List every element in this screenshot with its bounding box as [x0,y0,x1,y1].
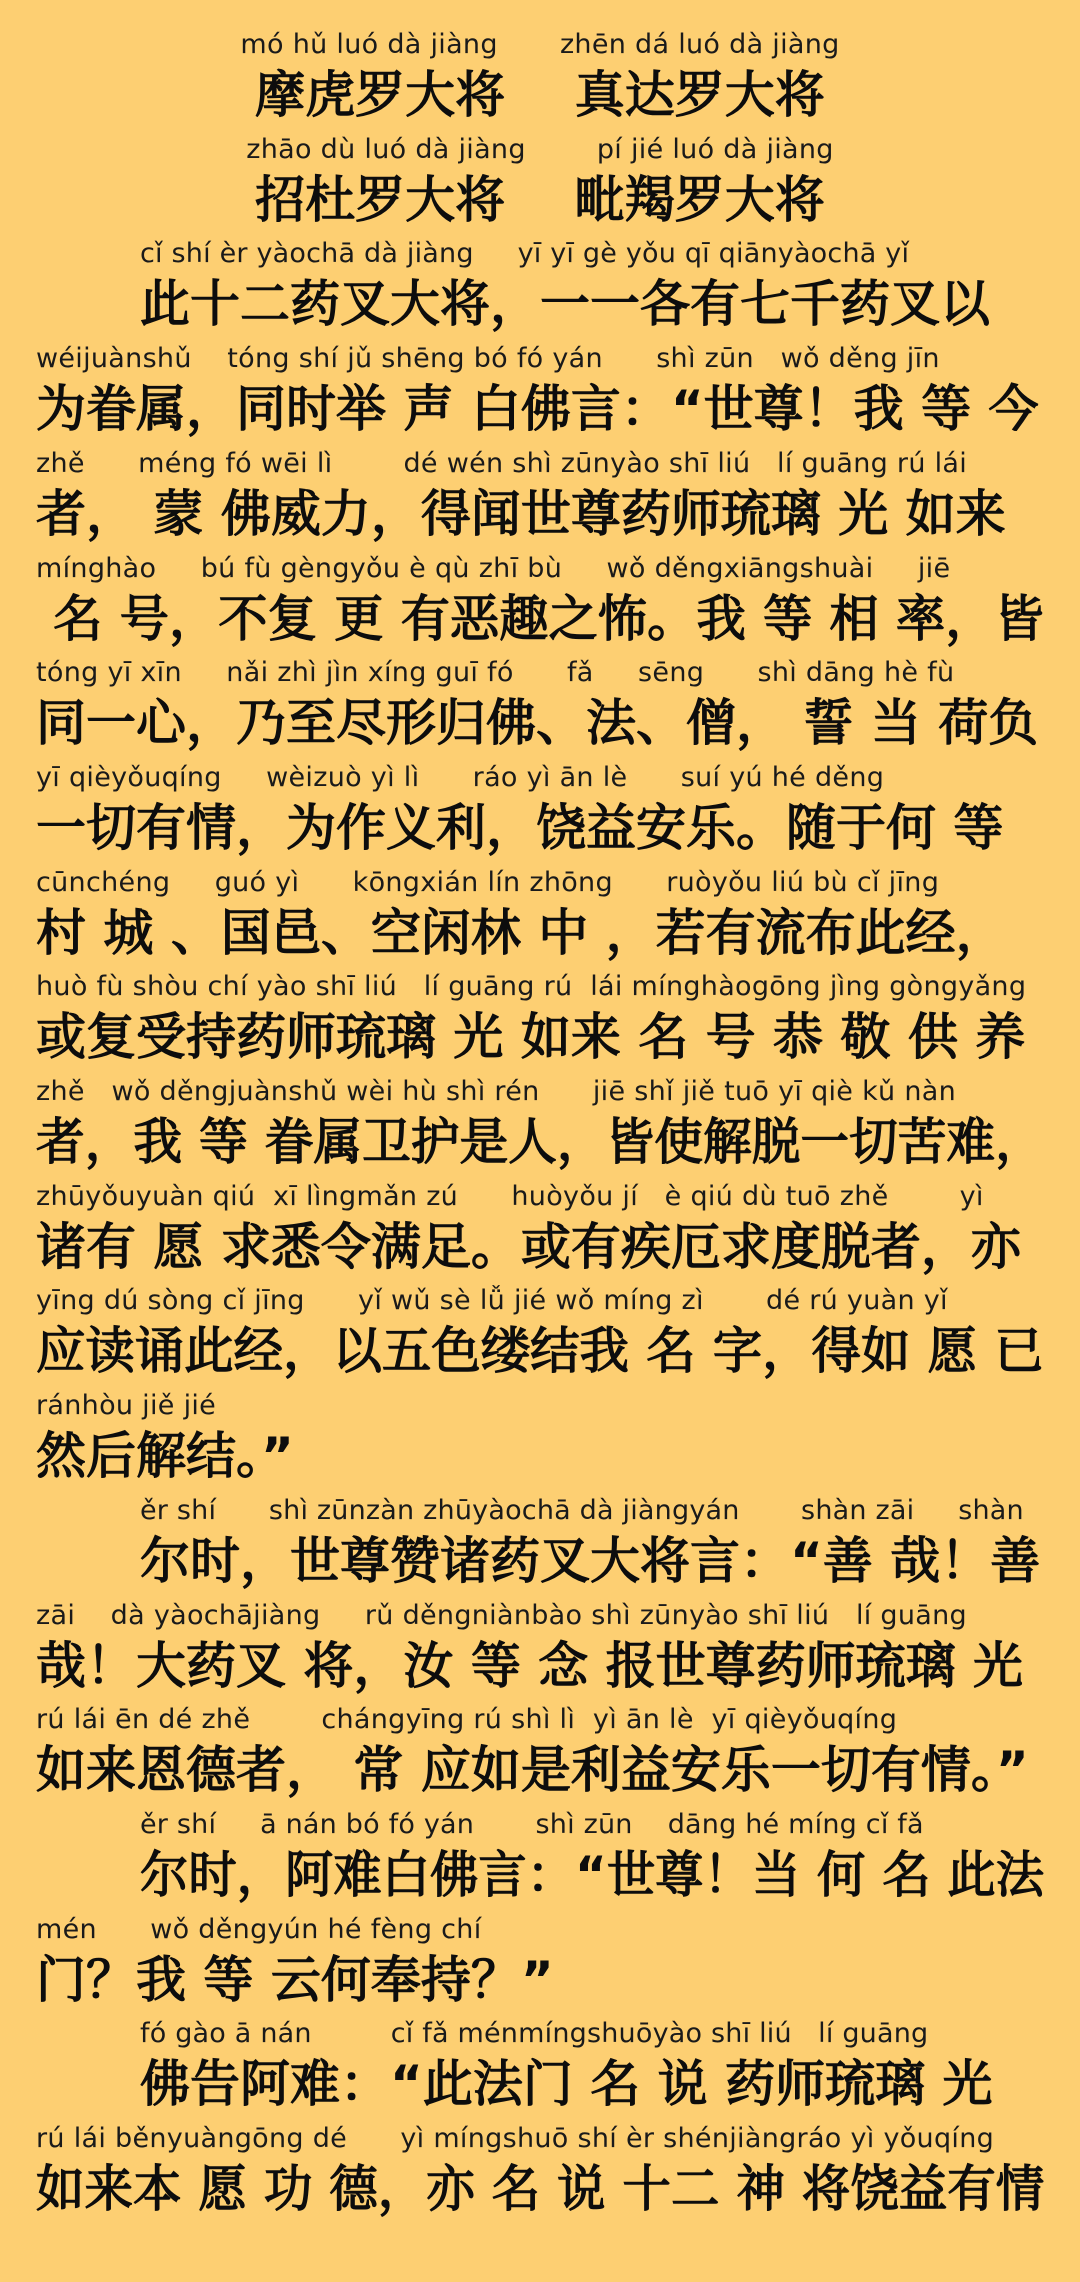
pinyin-line [36,1077,1044,1107]
pinyin-text: zāi dà yàochājiàng rǔ děngniànbào shì zūnyào shī liú lí guāng [36,1599,967,1631]
hanzi-text: 同一心，乃至尽形归佛、法、僧， 誓 当 荷负 [36,694,1039,753]
pinyin-line [36,1915,1044,1945]
pinyin-text: mén wǒ děngyún hé fèng chí [36,1913,482,1945]
hanzi-text: 村 城 、国邑、空闲林 中 ，若有流布此经， [36,903,1006,962]
pinyin-text: rú lái běnyuàngōng dé yì míngshuō shí èr shénjiàngráo yì yǒuqíng [36,2123,995,2154]
pinyin-line [36,1286,1044,1316]
pinyin-text: ránhòu jiě jié [36,1390,217,1422]
hanzi-line [36,1006,1044,1068]
text-line [36,2124,1044,2228]
hanzi-line [36,1739,1044,1801]
hanzi-line [36,378,1044,440]
hanzi-line [36,1216,1044,1278]
pinyin-line [36,1705,1044,1735]
hanzi-text: 者，我 等 眷属卫护是人，皆使解脱一切苦难， [36,1113,1044,1171]
text-line [36,763,1044,867]
pinyin-line [140,239,1044,269]
pinyin-line [36,2124,1044,2154]
text-line [36,554,1044,658]
pinyin-text: zhāo dù luó dà jiàng pí jié luó dà jiàng [246,133,834,165]
hanzi-text: 诸有 愿 求悉令满足。或有疾厄求度脱者，亦 [36,1217,1021,1276]
pinyin-text: huò fù shòu chí yào shī liú lí guāng rú lái mínghàogōng jìng gòngyǎng [36,971,1027,1003]
pinyin-line [36,1391,1044,1421]
pinyin-text: wéijuànshǔ tóng shí jǔ shēng bó fó yán shì zūn wǒ děng jīn [36,343,940,375]
hanzi-line [36,1320,1044,1382]
hanzi-line [140,2053,1044,2115]
pinyin-line [36,972,1044,1002]
hanzi-line [0,169,1080,231]
pinyin-line [140,1496,1044,1526]
text-line [36,1286,1044,1390]
hanzi-line [36,1111,1044,1173]
hanzi-text: 或复受持药师琉璃 光 如来 名 号 恭 敬 供 养 [36,1008,1026,1067]
hanzi-line [0,64,1080,126]
text-line [140,2019,1044,2123]
pinyin-text: rú lái ēn dé zhě chángyīng rú shì lì yì ān lè yī qièyǒuqíng [36,1704,898,1736]
hanzi-text: 为眷属，同时举 声 白佛言：“世尊！我 等 今 [36,380,1039,439]
pinyin-line [36,658,1044,688]
text-line [36,1182,1044,1286]
hanzi-line [140,1844,1044,1906]
pinyin-line [36,554,1044,584]
hanzi-text: 如来恩德者， 常 应如是利益安乐一切有情。” [36,1741,1029,1800]
text-line [36,658,1044,762]
pinyin-text: yīng dú sòng cǐ jīng yǐ wǔ sè lǚ jié wǒ míng zì dé rú yuàn yǐ [36,1285,948,1317]
text-line [140,1496,1044,1600]
text-line [36,1915,1044,2019]
hanzi-text: 招杜罗大将 毗羯罗大将 [255,170,825,229]
hanzi-text: 如来本 愿 功 德，亦 名 说 十二 神 将饶益有情 [36,2160,1045,2218]
pinyin-text: cūnchéng guó yì kōngxián lín zhōng ruòyǒu liú bù cǐ jīng [36,866,940,898]
pinyin-text: ěr shí ā nán bó fó yán shì zūn dāng hé míng cǐ fǎ [140,1808,924,1840]
pinyin-text: ěr shí shì zūnzàn zhūyàochā dà jiàngyán shàn zāi shàn [140,1494,1024,1526]
pinyin-text: zhě wǒ děngjuànshǔ wèi hù shì rén jiē shǐ jiě tuō yī qiè kǔ nàn [36,1076,957,1107]
hanzi-text: 者， 蒙 佛威力，得闻世尊药师琉璃 光 如来 [36,484,1006,543]
pinyin-line [36,763,1044,793]
hanzi-line [36,2158,1044,2220]
pinyin-line [36,449,1044,479]
hanzi-text: 名 号，不复 更 有恶趣之怖。我 等 相 率，皆 [36,589,1044,648]
pinyin-line [36,1182,1044,1212]
pinyin-text: zhě méng fó wēi lì dé wén shì zūnyào shī liú lí guāng rú lái [36,447,968,479]
hanzi-text: 尔时，世尊赞诸药叉大将言：“善 哉！善 [140,1531,1041,1590]
hanzi-line [36,483,1044,545]
pinyin-line [140,2019,1044,2049]
hanzi-text: 哉！大药叉 将，汝 等 念 报世尊药师琉璃 光 [36,1636,1024,1695]
text-line [0,135,1080,239]
pinyin-text: cǐ shí èr yàochā dà jiàng yī yī gè yǒu qī qiānyàochā yǐ [140,238,910,270]
pinyin-line [36,1601,1044,1631]
text-line [140,239,1044,343]
pinyin-text: fó gào ā nán cǐ fǎ ménmíngshuōyào shī liú lí guāng [140,2018,929,2050]
hanzi-text: 摩虎罗大将 真达罗大将 [255,66,825,124]
pinyin-text: tóng yī xīn nǎi zhì jìn xíng guī fó fǎ sēng shì dāng hè fù [36,657,955,689]
hanzi-text: 一切有情，为作义利，饶益安乐。随于何 等 [36,798,1004,857]
hanzi-line [36,692,1044,754]
text-line [0,30,1080,134]
hanzi-text: 此十二药叉大将，一一各有七千药叉以 [140,275,990,334]
pinyin-line [140,1810,1044,1840]
text-line [36,1705,1044,1809]
pinyin-text: mínghào bú fù gèngyǒu è qù zhī bù wǒ děngxiāngshuài jiē [36,552,951,584]
pinyin-line [0,135,1080,165]
hanzi-line [36,588,1044,650]
text-line [36,1077,1044,1181]
pinyin-line [36,868,1044,898]
hanzi-text: 门？我 等 云何奉持？” [36,1950,554,2009]
hanzi-text: 然后解结。” [36,1427,294,1486]
hanzi-text: 应读诵此经，以五色缕结我 名 字，得如 愿 已 [36,1322,1044,1381]
text-line [36,449,1044,553]
pinyin-text: yī qièyǒuqíng wèizuò yì lì ráo yì ān lè suí yú hé děng [36,761,885,793]
pinyin-line [36,344,1044,374]
hanzi-line [36,797,1044,859]
text-line [36,344,1044,448]
hanzi-line [140,273,1044,335]
hanzi-text: 尔时，阿难白佛言：“世尊！当 何 名 此法 [140,1845,1045,1904]
hanzi-line [36,1949,1044,2011]
pinyin-text: zhūyǒuyuàn qiú xī lìngmǎn zú huòyǒu jí è qiú dù tuō zhě yì [36,1180,984,1212]
pinyin-line [0,30,1080,60]
text-line [36,1391,1044,1495]
hanzi-line [36,1635,1044,1697]
text-line [36,868,1044,972]
pinyin-text: mó hǔ luó dà jiàng zhēn dá luó dà jiàng [240,29,840,60]
text-line [140,1810,1044,1914]
hanzi-line [36,1425,1044,1487]
hanzi-line [140,1530,1044,1592]
hanzi-text: 佛告阿难：“此法门 名 说 药师琉璃 光 [140,2055,993,2114]
text-line [36,972,1044,1076]
hanzi-line [36,902,1044,964]
text-line [36,1601,1044,1705]
